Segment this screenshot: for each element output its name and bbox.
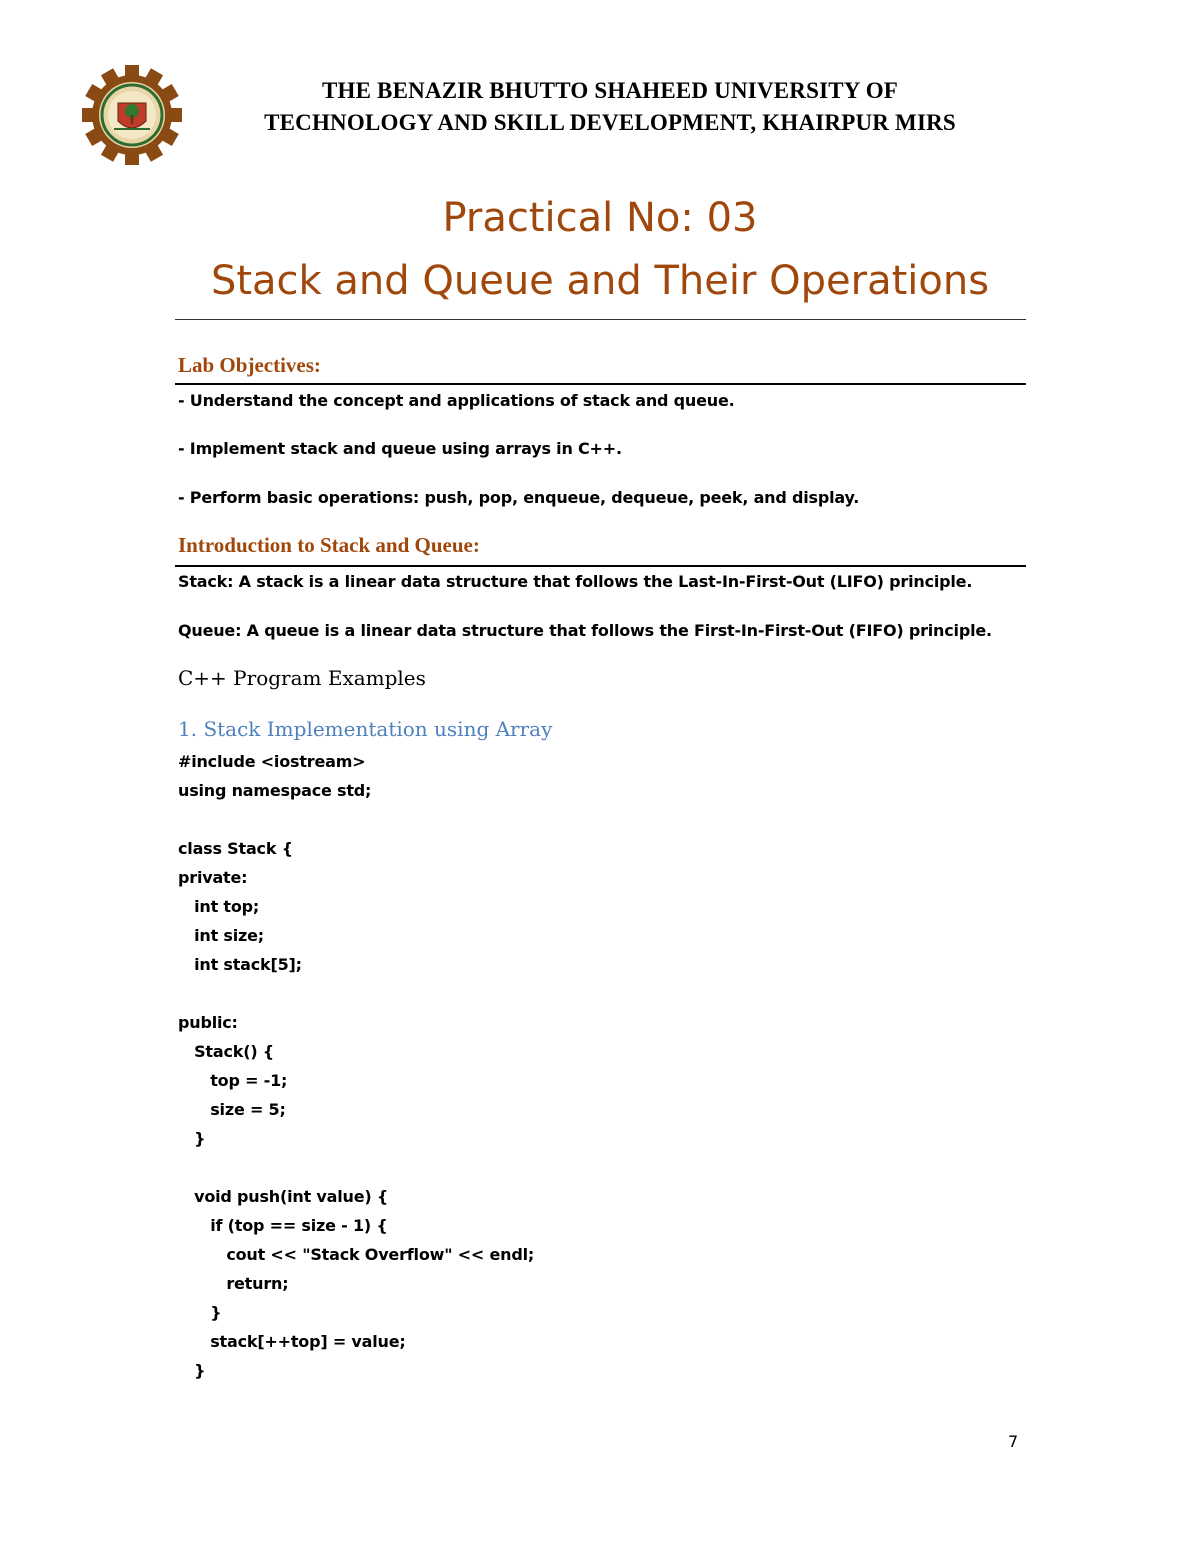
practical-topic-title: Stack and Queue and Their Operations [210,258,990,304]
example1-title: 1. Stack Implementation using Array [178,717,553,741]
introduction-rule [175,565,1026,567]
practical-number-title: Practical No: 03 [442,195,758,241]
queue-definition: Queue: A queue is a linear data structure that follows the First-In-First-Out (FIFO) principle. [178,621,992,640]
lab-objectives-rule [175,383,1026,385]
introduction-heading: Introduction to Stack and Queue: [178,533,480,557]
objective-item: - Perform basic operations: push, pop, enqueue, dequeue, peek, and display. [178,488,860,507]
university-name-line1: THE BENAZIR BHUTTO SHAHEED UNIVERSITY OF [321,78,899,103]
university-name-line2: TECHNOLOGY AND SKILL DEVELOPMENT, KHAIRPUR MIRS [264,110,956,135]
university-logo [82,65,182,165]
objective-item: - Implement stack and queue using arrays in C++. [178,439,622,458]
stack-definition: Stack: A stack is a linear data structure that follows the Last-In-First-Out (LIFO) principle. [178,572,973,591]
program-examples-heading: C++ Program Examples [178,666,426,690]
page-number: 7 [1008,1432,1019,1451]
title-divider [175,319,1026,320]
stack-code-listing: #include <iostream> using namespace std; class Stack { private: int top; int size; int stack[5]; public: Stack() { top = -1; size = 5; } void push(int value) { if (top == size - 1) { cout << "Stack Overflow" << endl; return; } stack[++top] = value; } [178,752,535,1380]
objective-item: - Understand the concept and applications of stack and queue. [178,391,735,410]
lab-objectives-heading: Lab Objectives: [178,353,321,377]
